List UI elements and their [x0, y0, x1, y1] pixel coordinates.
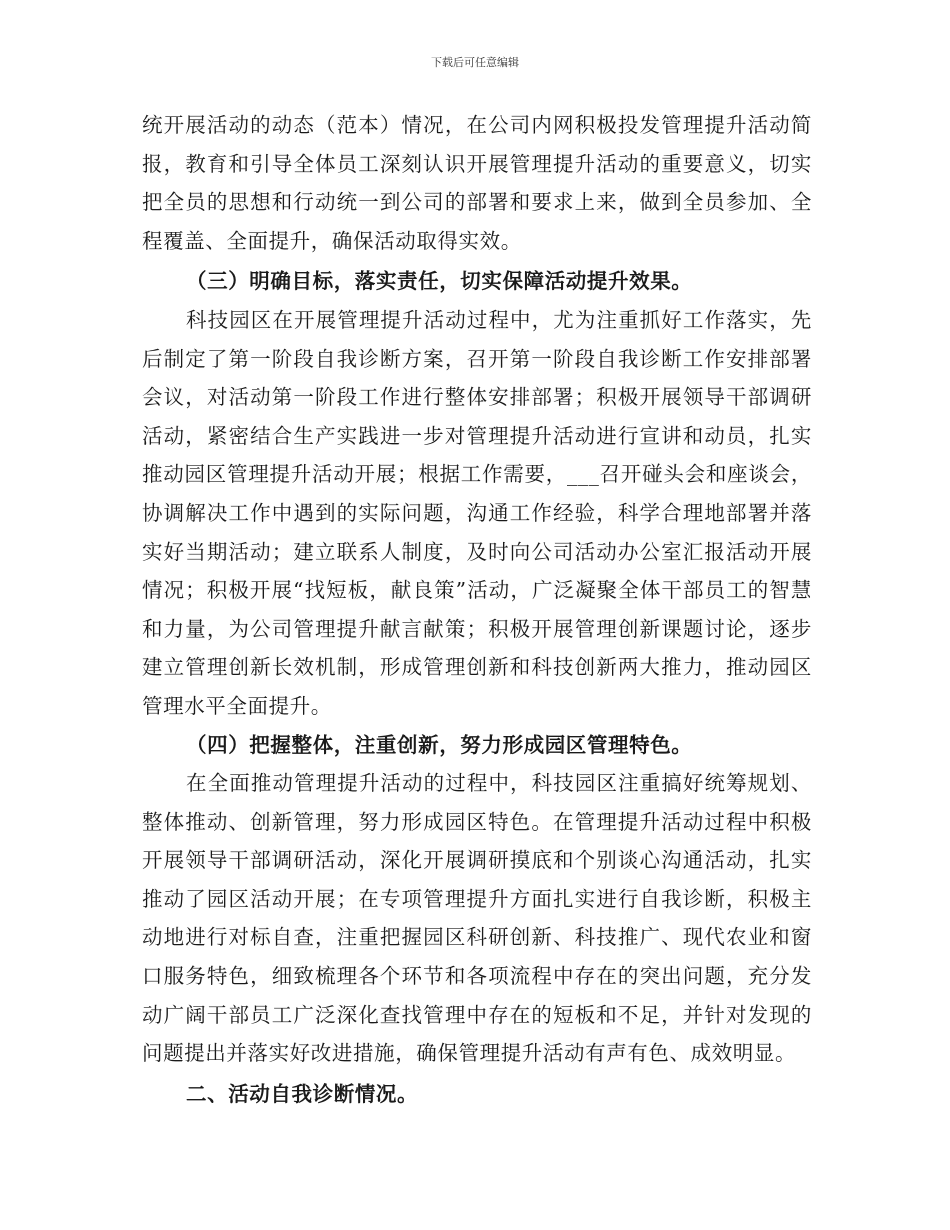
- section-heading-four: （四）把握整体，注重创新，努力形成园区管理特色。: [186, 732, 693, 757]
- section-heading-diagnosis: 二、活动自我诊断情况。: [186, 1081, 419, 1106]
- paragraph-continued: 统开展活动的动态（范本）情况，在公司内网积极投发管理提升活动简报，教育和引导全体员工深刻认识开展管理提升活动的重要意义，切实把全员的思想和行动统一到公司的部署和要求上来，做到全员参加、全程覆盖、全面提升，确保活动取得实效。: [142, 113, 812, 253]
- paragraph-innovation: 在全面推动管理提升活动的过程中，科技园区注重搞好统筹规划、整体推动、创新管理，努力形成园区特色。在管理提升活动过程中积极开展领导干部调研活动，深化开展调研摸底和个别谈心沟通活动，扎实推动了园区活动开展；在专项管理提升方面扎实进行自我诊断，积极主动地进行对标自查，注重把握园区科研创新、科技推广、现代农业和窗口服务特色，细致梳理各个环节和各项流程中存在的突出问题，充分发动广阔干部员工广泛深化查找管理中存在的短板和不足，并针对发现的问题提出并落实好改进措施，确保管理提升活动有声有色、成效明显。: [142, 771, 812, 1066]
- page-header: 下载后可任意编辑: [431, 56, 519, 69]
- document-body: [142, 106, 812, 1113]
- section-heading-three: （三）明确目标，落实责任，切实保障活动提升效果。: [186, 269, 693, 294]
- paragraph-goals: 科技园区在开展管理提升活动过程中，尤为注重抓好工作落实，先后制定了第一阶段自我诊断方案，召开第一阶段自我诊断工作安排部署会议，对活动第一阶段工作进行整体安排部署；积极开展领导干部调研活动，紧密结合生产实践进一步对管理提升活动进行宣讲和动员，扎实推动园区管理提升活动开展；根据工作需要，___召开碰头会和座谈会，协调解决工作中遇到的实际问题，沟通工作经验，科学合理地部署并落实好当期活动；建立联系人制度，及时向公司活动办公室汇报活动开展情况；积极开展“找短板，献良策”活动，广泛凝聚全体干部员工的智慧和力量，为公司管理提升献言献策；积极开展管理创新课题讨论，逐步建立管理创新长效机制，形成管理创新和科技创新两大推力，推动园区管理水平全面提升。: [142, 307, 812, 718]
